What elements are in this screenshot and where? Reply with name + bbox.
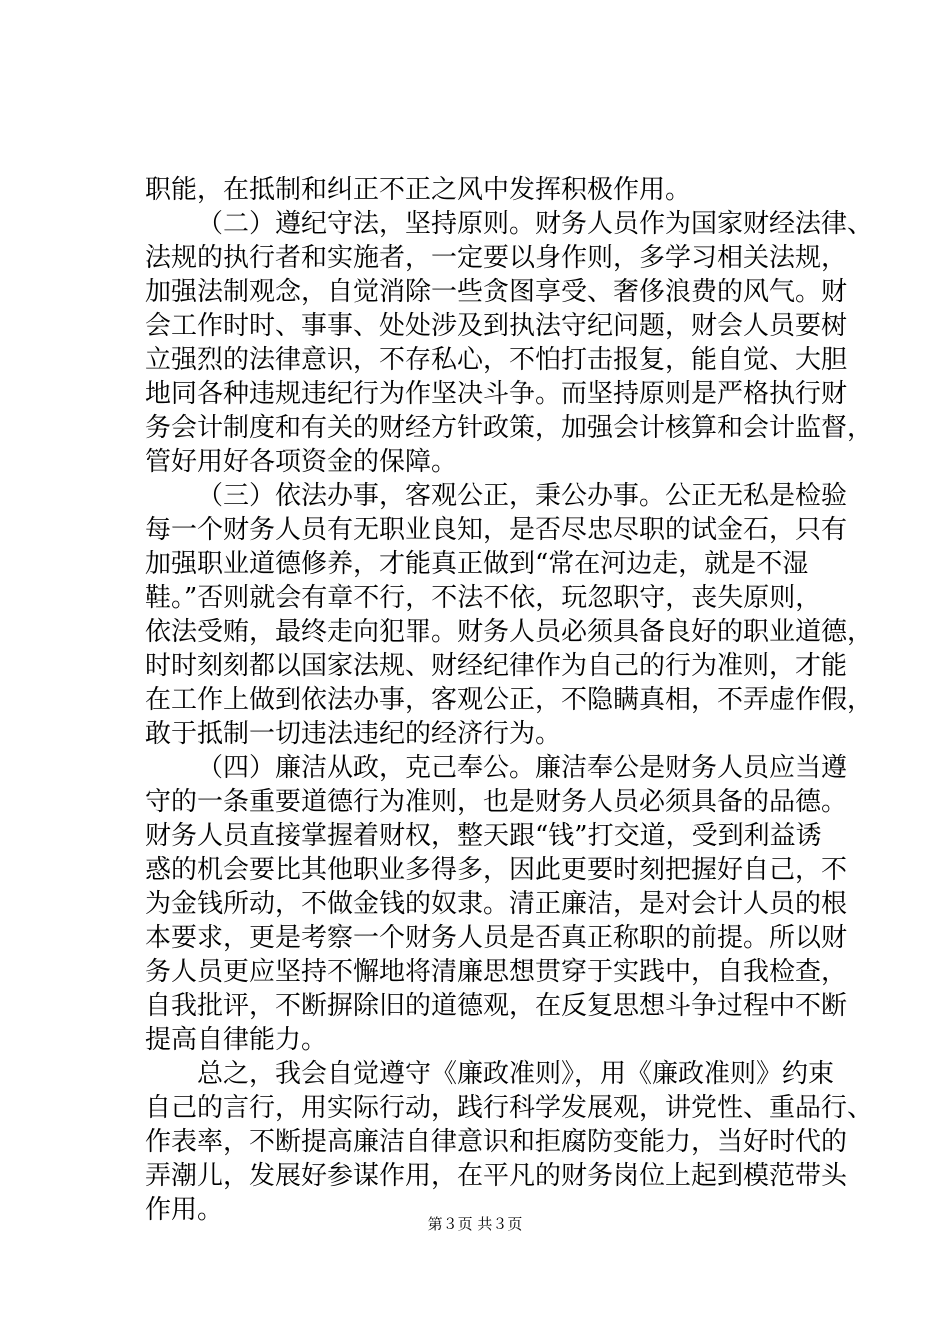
text-line-10: （三）依法办事，客观公正，秉公办事。公正无私是检验 [197, 481, 848, 511]
text-line-1: 职能，在抵制和纠正不正之风中发挥积极作用。 [145, 175, 692, 205]
text-line-14: 依法受贿，最终走向犯罪。财务人员必须具备良好的职业道德， [145, 617, 874, 647]
text-line-29: 作表率，不断提高廉洁自律意识和拒腐防变能力，当好时代的 [145, 1127, 848, 1157]
text-line-5: 会工作时时、事事、处处涉及到执法守纪问题，财会人员要树 [145, 311, 848, 341]
text-line-7: 地同各种违规违纪行为作坚决斗争。而坚持原则是严格执行财 [145, 379, 848, 409]
text-line-27: 总之，我会自觉遵守《廉政准则》，用《廉政准则》约束 [197, 1059, 835, 1089]
page-footer: 第３页 共３页 [427, 1215, 523, 1233]
text-line-30: 弄潮儿，发展好参谋作用，在平凡的财务岗位上起到模范带头 [145, 1161, 848, 1191]
text-line-4: 加强法制观念，自觉消除一些贪图享受、奢侈浪费的风气。财 [145, 277, 848, 307]
text-line-24: 务人员更应坚持不懈地将清廉思想贯穿于实践中，自我检查， [145, 957, 848, 987]
text-line-12: 加强职业道德修养，才能真正做到“常在河边走，就是不湿 [145, 549, 809, 579]
text-line-18: （四）廉洁从政，克己奉公。廉洁奉公是财务人员应当遵 [197, 753, 848, 783]
text-line-25: 自我批评，不断摒除旧的道德观，在反复思想斗争过程中不断 [145, 991, 848, 1021]
text-line-3: 法规的执行者和实施者，一定要以身作则，多学习相关法规， [145, 243, 848, 273]
text-line-26: 提高自律能力。 [145, 1025, 328, 1055]
text-line-13: 鞋。”否则就会有章不行，不法不依，玩忽职守，丧失原则， [145, 583, 822, 613]
text-line-16: 在工作上做到依法办事，客观公正，不隐瞒真相，不弄虚作假， [145, 685, 874, 715]
text-line-22: 为金钱所动，不做金钱的奴隶。清正廉洁，是对会计人员的根 [145, 889, 848, 919]
text-line-6: 立强烈的法律意识，不存私心，不怕打击报复，能自觉、大胆 [145, 345, 848, 375]
text-line-15: 时时刻刻都以国家法规、财经纪律作为自己的行为准则，才能 [145, 651, 848, 681]
text-line-20: 财务人员直接掌握着财权，整天跟“钱”打交道，受到利益诱 [145, 821, 822, 851]
text-line-17: 敢于抵制一切违法违纪的经济行为。 [145, 719, 562, 749]
text-line-8: 务会计制度和有关的财经方针政策，加强会计核算和会计监督， [145, 413, 874, 443]
text-line-23: 本要求，更是考察一个财务人员是否真正称职的前提。所以财 [145, 923, 848, 953]
text-line-21: 惑的机会要比其他职业多得多，因此更要时刻把握好自己，不 [145, 855, 848, 885]
text-line-28: 自己的言行，用实际行动，践行科学发展观，讲党性、重品行、 [145, 1093, 874, 1123]
text-line-19: 守的一条重要道德行为准则，也是财务人员必须具备的品德。 [145, 787, 848, 817]
text-line-11: 每一个财务人员有无职业良知，是否尽忠尽职的试金石，只有 [145, 515, 848, 545]
text-line-31: 作用。 [145, 1195, 224, 1225]
text-line-9: 管好用好各项资金的保障。 [145, 447, 458, 477]
text-line-2: （二）遵纪守法，坚持原则。财务人员作为国家财经法律、 [197, 209, 874, 239]
